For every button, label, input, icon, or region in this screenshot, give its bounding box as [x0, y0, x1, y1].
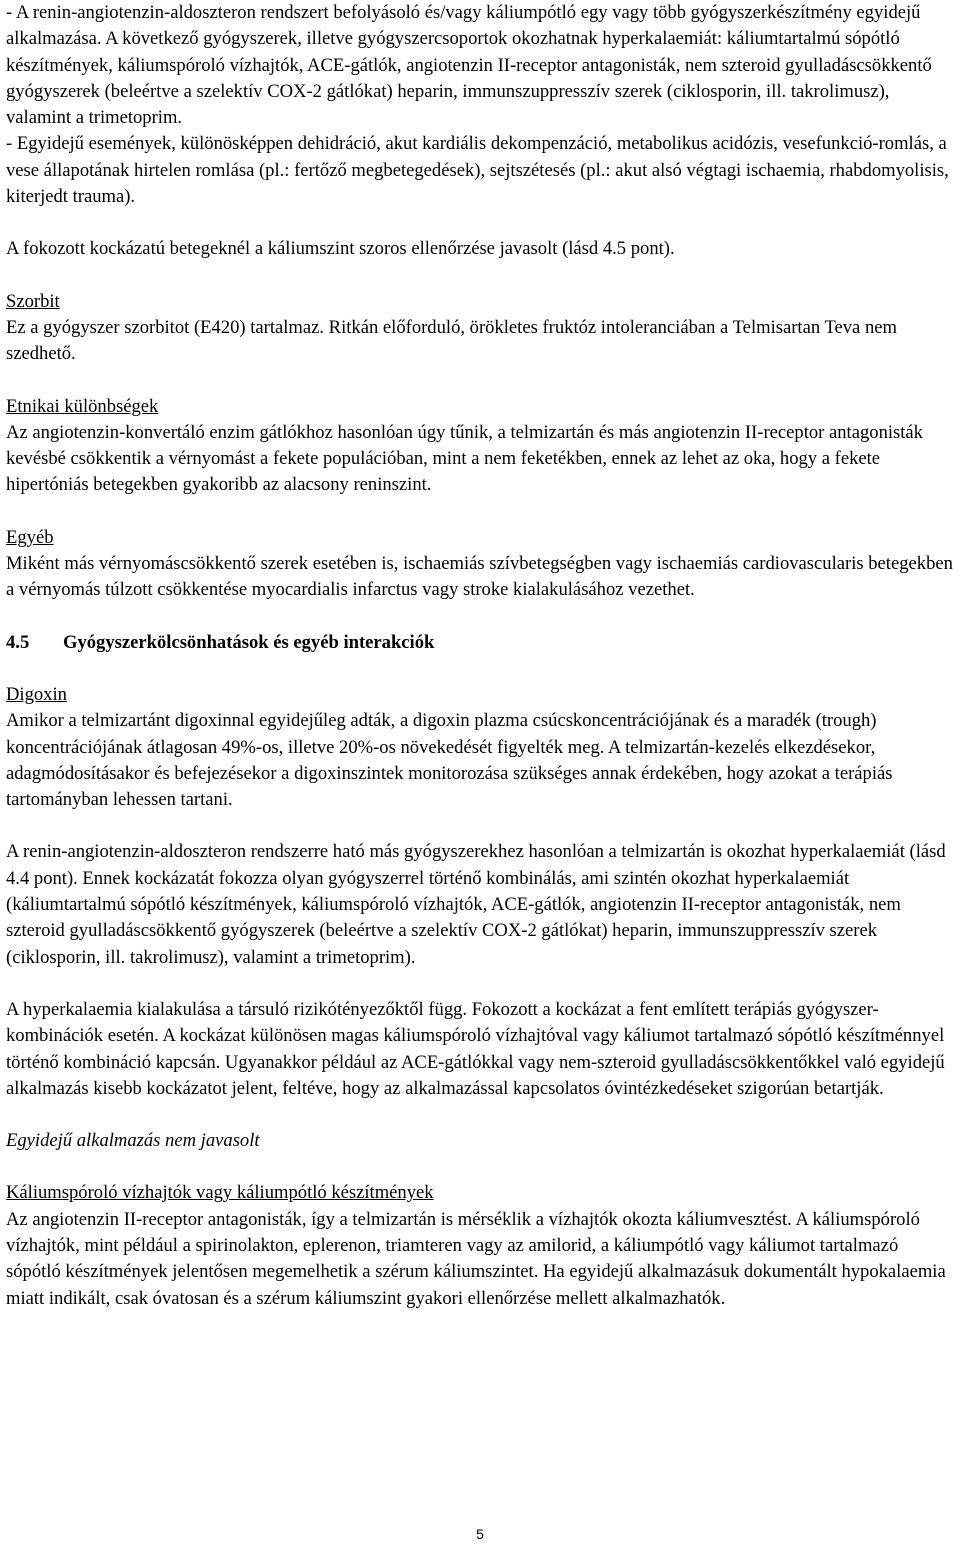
section-title: Gyógyszerkölcsönhatások és egyéb interakciók [63, 631, 435, 653]
szorbit-subheading: Szorbit [6, 290, 60, 312]
document-page [6, 0, 956, 1312]
kalium-paragraph: Az angiotenzin II-receptor antagonisták, így a telmizartán is mérséklik a vízhajtók okozta káliumvesztést. A káliumspóroló vízhajtók, mint például a spirinolakton, eplerenon, triamteren vagy az amilorid, a káliumpótló vagy káliumot tartalmazó sópótló készítmények jelentősen megemelhetik a szérum káliumszintet. Ha egyidejű alkalmazásuk dokumentált hypokalaemia miatt indikált, csak óvatosan és a szérum káliumszint gyakori ellenőrzése mellett alkalmazhatók. [6, 1208, 946, 1309]
kalium-subheading: Káliumspóroló vízhajtók vagy káliumpótló készítmények [6, 1182, 434, 1204]
egyeb-paragraph: Miként más vérnyomáscsökkentő szerek esetében is, ischaemiás szívbetegségben vagy ischaemiás cardiovascularis betegekben a vérnyomás túlzott csökkentése myocardialis infarctus vagy stroke kialakulásához vezethet. [6, 553, 953, 601]
not-recommended-subheading: Egyidejű alkalmazás nem javasolt [6, 1130, 260, 1152]
etnikai-subheading: Etnikai különbségek [6, 395, 159, 417]
section-number: 4.5 [6, 631, 30, 653]
hyperkalaemia-risk-paragraph: A hyperkalaemia kialakulása a társuló rizikótényezőktől függ. Fokozott a kockázat a fent említett terápiás gyógyszer-kombinációk esetén. A kockázat különösen magas káliumspóroló vízhajtóval vagy káliumot tartalmazó sópótló készítménnyel történő kombináció kapcsán. Ugyanakkor például az ACE-gátlókkal vagy nem-szteroid gyulladáscsökkentőkkel való egyidejű alkalmazás kisebb kockázatot jelent, feltéve, hogy az alkalmazással kapcsolatos óvintézkedéseket szigorúan betartják. [6, 998, 945, 1099]
risk-factor-events-paragraph: - Egyidejű események, különösképpen dehidráció, akut kardiális dekompenzáció, metabolikus acidózis, vesefunkció-romlás, a vese állapotának hirtelen romlása (pl.: fertőző megbetegedések), sejtszétesés (pl.: akut alsó végtagi ischaemia, rhabdomyolisis, kiterjedt trauma). [6, 133, 949, 208]
szorbit-paragraph: Ez a gyógyszer szorbitot (E420) tartalmaz. Ritkán előforduló, örökletes fruktóz intoleranciában a Telmisartan Teva nem szedhető. [6, 316, 897, 365]
section-heading [6, 630, 956, 656]
monitoring-paragraph: A fokozott kockázatú betegeknél a káliumszint szoros ellenőrzése javasolt (lásd 4.5 pont). [6, 238, 675, 260]
digoxin-subheading: Digoxin [6, 683, 67, 705]
page-number: 5 [476, 1526, 484, 1542]
digoxin-paragraph: Amikor a telmizartánt digoxinnal egyidejűleg adták, a digoxin plazma csúcskoncentrációjának és a maradék (trough) koncentrációjának átlagosan 49%-os, illetve 20%-os növekedését figyelték meg. A telmizartán-kezelés elkezdésekor, adagmódosításakor és befejezésekor a digoxinszintek monitorozása szükséges annak érdekében, hogy azokat a terápiás tartományban lehessen tartani. [6, 710, 893, 811]
etnikai-paragraph: Az angiotenzin-konvertáló enzim gátlókhoz hasonlóan úgy tűnik, a telmizartán és más angiotenzin II-receptor antagonisták kevésbé csökkentik a vérnyomást a fekete populációban, mint a nem feketékben, ennek az lehet az oka, hogy a fekete hipertóniás betegekben gyakoribb az alacsony reninszint. [6, 421, 923, 496]
raas-hyperkalaemia-paragraph: A renin-angiotenzin-aldoszteron rendszerre ható más gyógyszerekhez hasonlóan a telmizartán is okozhat hyperkalaemiát (lásd 4.4 pont). Ennek kockázatát fokozza olyan gyógyszerrel történő kombinálás, ami szintén okozhat hyperkalaemiát (káliumtartalmú sópótló készítmények, káliumspóroló vízhajtók, ACE-gátlók, angiotenzin II-receptor antagonisták, nem szteroid gyulladáscsökkentő gyógyszerek (beleértve a szelektív COX-2 gátlókat) heparin, immunszuppresszív szerek (ciklosporin, ill. takrolimusz), valamint a trimetoprim). [6, 841, 946, 968]
risk-factor-raas-paragraph: - A renin-angiotenzin-aldoszteron rendszert befolyásoló és/vagy káliumpótló egy vagy több gyógyszerkészítmény egyidejű alkalmazása. A következő gyógyszerek, illetve gyógyszercsoportok okozhatnak hyperkalaemiát: káliumtartalmú sópótló készítmények, káliumspóroló vízhajtók, ACE-gátlók, angiotenzin II-receptor antagonisták, nem szteroid gyulladáscsökkentő gyógyszerek (beleértve a szelektív COX-2 gátlókat) heparin, immunszuppresszív szerek (ciklosporin, ill. takrolimusz), valamint a trimetoprim. [6, 2, 932, 129]
egyeb-subheading: Egyéb [6, 526, 54, 548]
